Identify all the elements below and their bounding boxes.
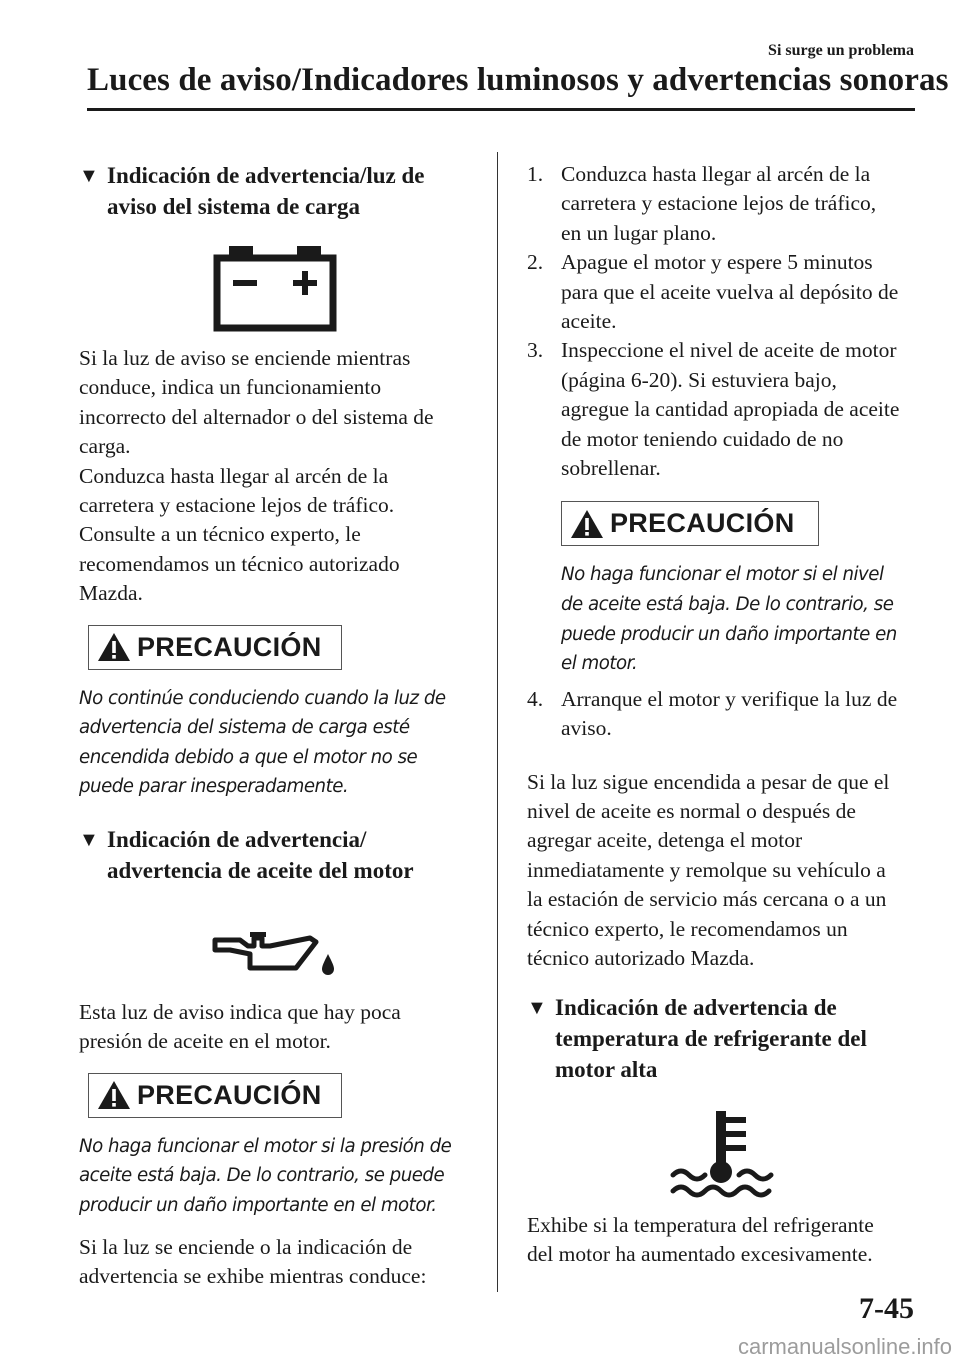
text-line: Exhibe si la temperatura del refrigerante [527,1212,874,1237]
warning-icon [570,509,604,539]
left-column [79,160,471,1291]
page-number: 7-45 [859,1292,914,1325]
text-line: advertencia se exhibe mientras conduce: [79,1264,427,1289]
text-line: (página 6-20). Si estuviera bajo, [561,367,837,392]
text-line: presión de aceite en el motor. [79,1029,331,1054]
text-line: Si la luz de aviso se enciende mientras [79,346,411,370]
text-line: producir un daño importante en el motor. [79,1195,437,1217]
text-line: Inspeccione el nivel de aceite de motor [561,338,897,363]
caution-text [527,560,919,678]
text-line: carga. [79,434,131,459]
caution-label: PRECAUCIÓN [137,631,322,662]
paragraph [79,998,471,1057]
text-line: de motor teniendo cuidado de no [561,426,844,451]
text-line: No haga funcionar el motor si el nivel [561,564,884,586]
text-line: para que el aceite vuelva al depósito de [561,279,899,304]
section-heading-coolant [527,992,919,1085]
caution-box [561,501,819,546]
paragraph [79,344,471,609]
header-rule [87,108,915,111]
heading-line: motor alta [555,1056,658,1082]
list-item [527,336,919,483]
text-line: inmediatamente y remolque su vehículo a [527,857,886,882]
paragraph [527,768,919,974]
caution-label: PRECAUCIÓN [610,508,795,539]
section-heading-oil [79,824,471,886]
step-number: 3. [527,338,544,363]
watermark: carmanualsonline.info [737,1334,952,1359]
list-item [527,685,919,744]
text-line: puede producir un daño importante en [561,623,897,645]
caution-label: PRECAUCIÓN [137,1079,322,1110]
heading-line: Indicación de advertencia/ [107,827,367,853]
paragraph [527,1211,919,1270]
text-line: agregar aceite, detenga el motor [527,828,803,853]
heading-line: temperatura de refrigerante del [555,1025,867,1051]
caution-text [79,1132,471,1221]
section-heading-charging [79,160,471,222]
paragraph [79,1233,471,1292]
text-line: técnico autorizado Mazda. [527,946,755,971]
list-item [527,248,919,336]
text-line: recomendamos un técnico autorizado [79,551,400,576]
section-label: Si surge un problema [768,42,914,59]
warning-icon [97,1080,131,1110]
text-line: No continúe conduciendo cuando la luz de [79,687,446,709]
text-line: en un lugar plano. [561,220,717,245]
text-line: Conduzca hasta llegar al arcén de la [561,162,871,186]
step-number: 1. [527,162,544,186]
text-line: aceite. [561,309,617,334]
text-line: sobrellenar. [561,456,661,481]
text-line: Conduzca hasta llegar al arcén de la [79,463,389,488]
heading-line: aviso del sistema de carga [107,194,360,219]
steps-list [527,160,919,483]
text-line: Arranque el motor y verifique la luz de [561,686,898,711]
text-line: Si la luz sigue encendida a pesar de que el [527,769,890,794]
text-line: Mazda. [79,581,143,606]
text-line: Esta luz de aviso indica que hay poca [79,1000,401,1025]
caution-box [88,625,342,670]
text-line: Consulte a un técnico experto, le [79,522,361,547]
text-line: Apague el motor y espere 5 minutos [561,250,873,275]
step-number: 2. [527,250,544,275]
page-title: Luces de aviso/Indicadores luminosos y advertencias sonoras [87,62,949,98]
triangle-down-icon: ▼ [79,829,99,852]
caution-text [79,684,471,802]
list-item [527,160,919,248]
heading-line: Indicación de advertencia de [555,994,837,1020]
text-line: aceite está baja. De lo contrario, se puede [79,1165,445,1187]
step-number: 4. [527,686,544,711]
text-line: advertencia del sistema de carga esté [79,717,410,739]
text-line: incorrecto del alternador o del sistema de [79,404,434,429]
steps-list [527,685,919,744]
triangle-down-icon: ▼ [527,996,547,1019]
text-line: nivel de aceite es normal o después de [527,799,856,824]
text-line: encendida debido a que el motor no se [79,746,418,768]
text-line: técnico experto, le recomendamos un [527,916,848,941]
text-line: agregue la cantidad apropiada de aceite [561,397,900,422]
heading-line: Indicación de advertencia/luz de [107,163,425,188]
text-line: la estación de servicio más cercana o a un [527,887,887,912]
text-line: No haga funcionar el motor si la presión de [79,1135,452,1157]
coolant-temperature-icon [669,1109,777,1199]
text-line: de aceite está baja. De lo contrario, se [561,594,894,616]
text-line: aviso. [561,716,612,741]
caution-box [88,1073,342,1118]
battery-icon [213,244,337,332]
warning-icon [97,632,131,662]
text-line: puede parar inesperadamente. [79,776,349,798]
right-column [527,160,919,1269]
text-line: conduce, indica un funcionamiento [79,375,382,400]
heading-line: advertencia de aceite del motor [107,858,414,884]
text-line: el motor. [561,653,638,675]
text-line: carretera y estacione lejos de tráfico, [561,191,877,216]
column-divider [497,152,498,1292]
oil-can-icon [210,926,340,976]
text-line: Si la luz se enciende o la indicación de [79,1234,413,1259]
text-line: del motor ha aumentado excesivamente. [527,1241,873,1266]
triangle-down-icon: ▼ [79,165,99,187]
text-line: carretera y estacione lejos de tráfico. [79,493,395,518]
